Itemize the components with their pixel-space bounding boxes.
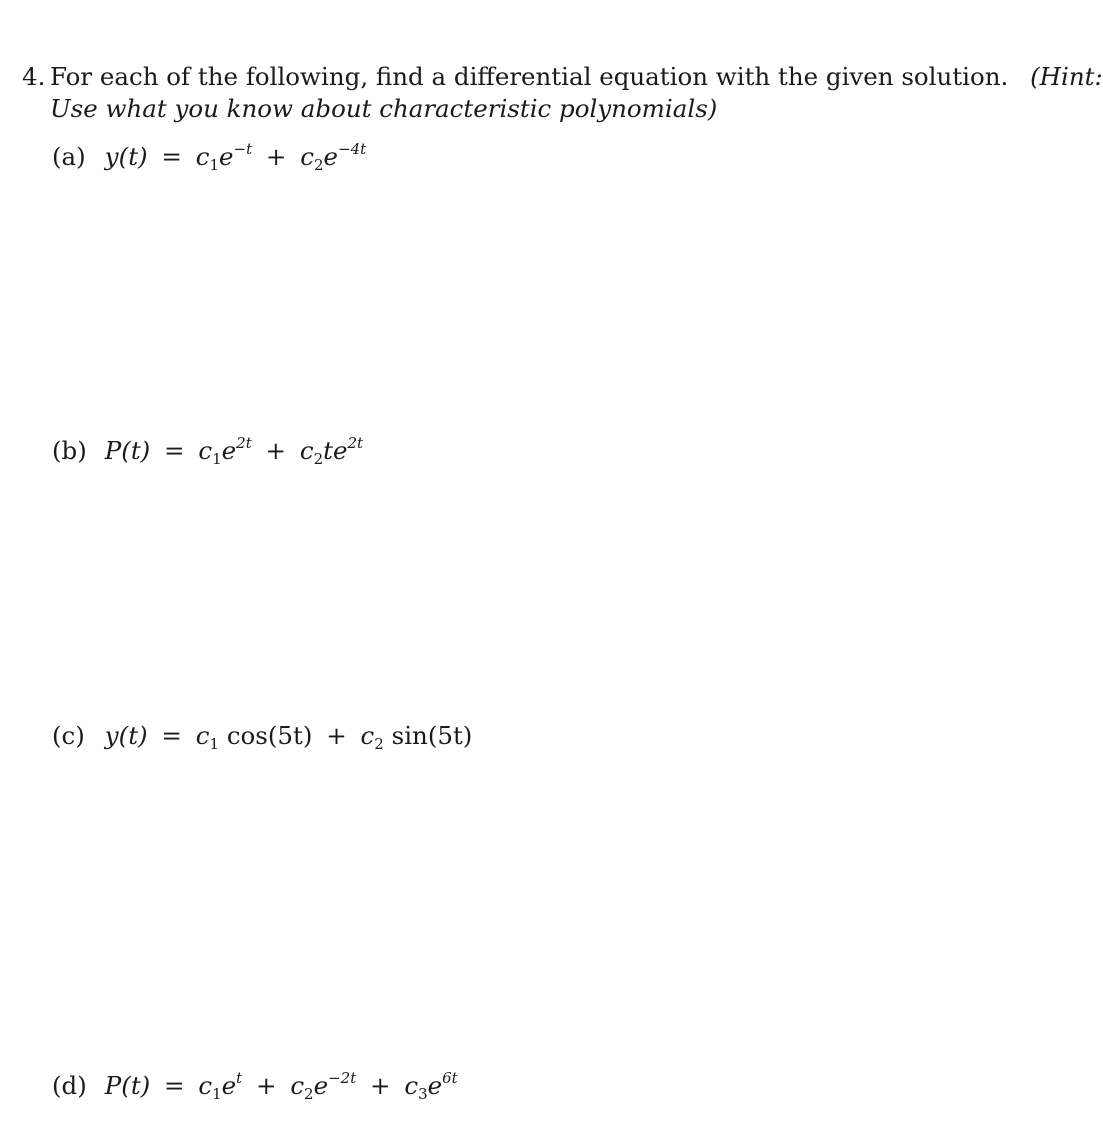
part-a [52, 142, 366, 172]
coef: c [198, 1071, 213, 1100]
problem-number: 4. [22, 62, 46, 91]
trig-function: cos(5t) [226, 721, 313, 750]
exponent: −t [233, 140, 253, 158]
coef: c [290, 1071, 305, 1100]
part-label: (d) [52, 1071, 87, 1100]
plus-sign: + [326, 721, 347, 750]
part-label: (a) [52, 142, 86, 171]
base: e [219, 142, 234, 171]
part-b [52, 436, 363, 466]
plus-sign: + [265, 436, 287, 465]
part-equation [104, 1069, 458, 1103]
equals-sign: = [164, 436, 185, 465]
coef: c [195, 142, 210, 171]
exponent: t [236, 1069, 243, 1087]
equation-lhs: P(t) [104, 436, 151, 465]
coef-sub: 1 [209, 156, 220, 174]
equation-lhs: y(t) [104, 142, 148, 171]
trig-function: sin(5t) [391, 721, 473, 750]
base: e [323, 142, 339, 171]
coef: c [198, 436, 213, 465]
exponent: 2t [236, 434, 252, 452]
equation-lhs: P(t) [104, 1071, 151, 1100]
part-d [52, 1071, 458, 1101]
plus-sign: + [370, 1071, 391, 1100]
coef-sub: 2 [313, 156, 324, 174]
hint-text: Use what you know about characteristic polynomials) [50, 94, 718, 123]
plus-sign: + [265, 142, 287, 171]
coef: c [360, 721, 375, 750]
exponent: 2t [347, 434, 364, 452]
coef-sub: 2 [304, 1085, 314, 1103]
coef: c [300, 142, 314, 171]
part-c [52, 721, 472, 751]
coef-sub: 3 [418, 1085, 428, 1103]
exponent: −2t [328, 1069, 357, 1087]
equation-lhs: y(t) [104, 721, 148, 750]
part-equation [104, 434, 364, 468]
base: te [323, 436, 348, 465]
base: e [427, 1071, 443, 1100]
problem-intro-text: For each of the following, find a differential equation with the given solution. [50, 62, 1009, 91]
exponent: 6t [442, 1069, 458, 1087]
base: e [221, 1071, 237, 1100]
part-equation [104, 140, 367, 174]
exponent: −4t [338, 140, 367, 158]
part-label: (b) [52, 436, 87, 465]
part-equation [104, 721, 473, 753]
equals-sign: = [161, 721, 182, 750]
base: e [221, 436, 237, 465]
problem-intro [50, 62, 1103, 92]
coef-sub: 1 [212, 450, 222, 468]
coef: c [299, 436, 314, 465]
part-label: (c) [52, 721, 85, 750]
equals-sign: = [161, 142, 182, 171]
coef-sub: 1 [209, 735, 220, 753]
coef-sub: 2 [374, 735, 384, 753]
equals-sign: = [164, 1071, 185, 1100]
coef: c [195, 721, 210, 750]
coef-sub: 2 [313, 450, 324, 468]
coef: c [404, 1071, 419, 1100]
base: e [313, 1071, 329, 1100]
coef-sub: 1 [212, 1085, 222, 1103]
hint-open: (Hint: [1030, 62, 1103, 91]
plus-sign: + [255, 1071, 277, 1100]
